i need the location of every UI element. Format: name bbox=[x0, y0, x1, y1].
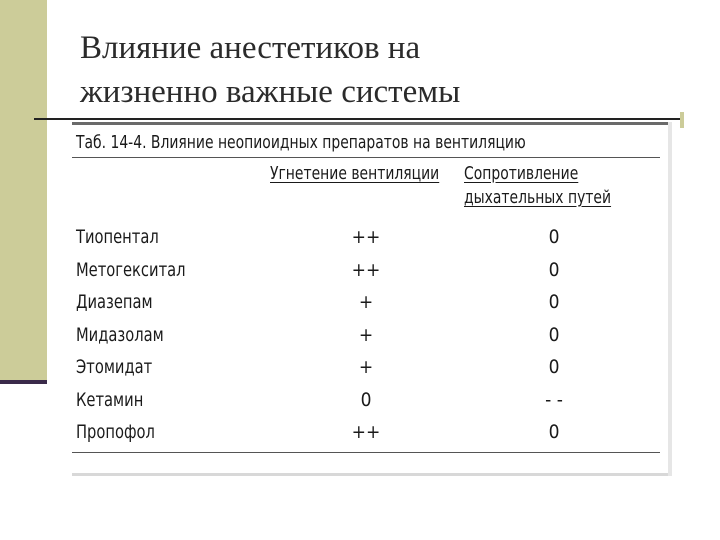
table-row bbox=[76, 389, 636, 422]
resistance-value: 0 bbox=[548, 258, 560, 281]
ventilation-value: 0 bbox=[360, 388, 372, 411]
resistance-value: 0 bbox=[548, 226, 560, 248]
decorative-side-bar bbox=[0, 0, 47, 384]
slide-title bbox=[80, 26, 680, 114]
drug-name: Диазепам bbox=[76, 291, 153, 313]
table-row bbox=[76, 259, 636, 292]
drug-name: Пропофол bbox=[76, 421, 155, 443]
table-bottom-rule bbox=[72, 452, 660, 453]
drug-name: Этомидат bbox=[76, 356, 153, 378]
table-row bbox=[76, 226, 636, 259]
scan-edge-right bbox=[668, 122, 672, 476]
resistance-value: 0 bbox=[548, 356, 560, 378]
resistance-value: 0 bbox=[548, 421, 560, 443]
table-body bbox=[76, 226, 636, 454]
ventilation-value: + bbox=[358, 323, 374, 346]
decorative-side-bar-line bbox=[0, 380, 47, 384]
ventilation-value: + bbox=[358, 356, 374, 378]
ventilation-value: ++ bbox=[351, 258, 381, 281]
table-row bbox=[76, 324, 636, 357]
table-row bbox=[76, 291, 636, 324]
scan-edge-top bbox=[72, 122, 672, 125]
scan-edge-bottom bbox=[72, 473, 672, 476]
table-top-rule bbox=[72, 157, 660, 158]
ventilation-value: ++ bbox=[351, 421, 381, 443]
column-header-resistance bbox=[464, 162, 611, 210]
slide-title-line-2: жизненно важные системы bbox=[80, 74, 461, 110]
column-header-ventilation bbox=[270, 162, 439, 186]
drug-name: Метогекситал bbox=[76, 258, 186, 281]
drug-name: Мидазолам bbox=[76, 323, 164, 346]
column-header-resistance-line-2: дыхательных путей bbox=[464, 187, 612, 208]
resistance-value: 0 bbox=[548, 323, 560, 346]
resistance-value: - - bbox=[545, 388, 563, 411]
table-image bbox=[72, 122, 672, 476]
table-row bbox=[76, 356, 636, 389]
drug-name: Кетамин bbox=[76, 388, 144, 411]
table-caption: Таб. 14-4. Влияние неопиоидных препаратов на вентиляцию bbox=[76, 132, 526, 153]
resistance-value: 0 bbox=[548, 291, 560, 313]
drug-name: Тиопентал bbox=[76, 226, 159, 248]
title-underline bbox=[34, 118, 684, 120]
column-header-ventilation-text: Угнетение вентиляции bbox=[270, 163, 440, 184]
ventilation-value: + bbox=[358, 291, 374, 313]
slide-title-line-1: Влияние анестетиков на bbox=[80, 30, 421, 66]
ventilation-value: ++ bbox=[351, 226, 381, 248]
column-header-resistance-line-1: Сопротивление bbox=[464, 163, 579, 184]
title-underline-accent bbox=[680, 112, 684, 128]
table-row bbox=[76, 421, 636, 454]
